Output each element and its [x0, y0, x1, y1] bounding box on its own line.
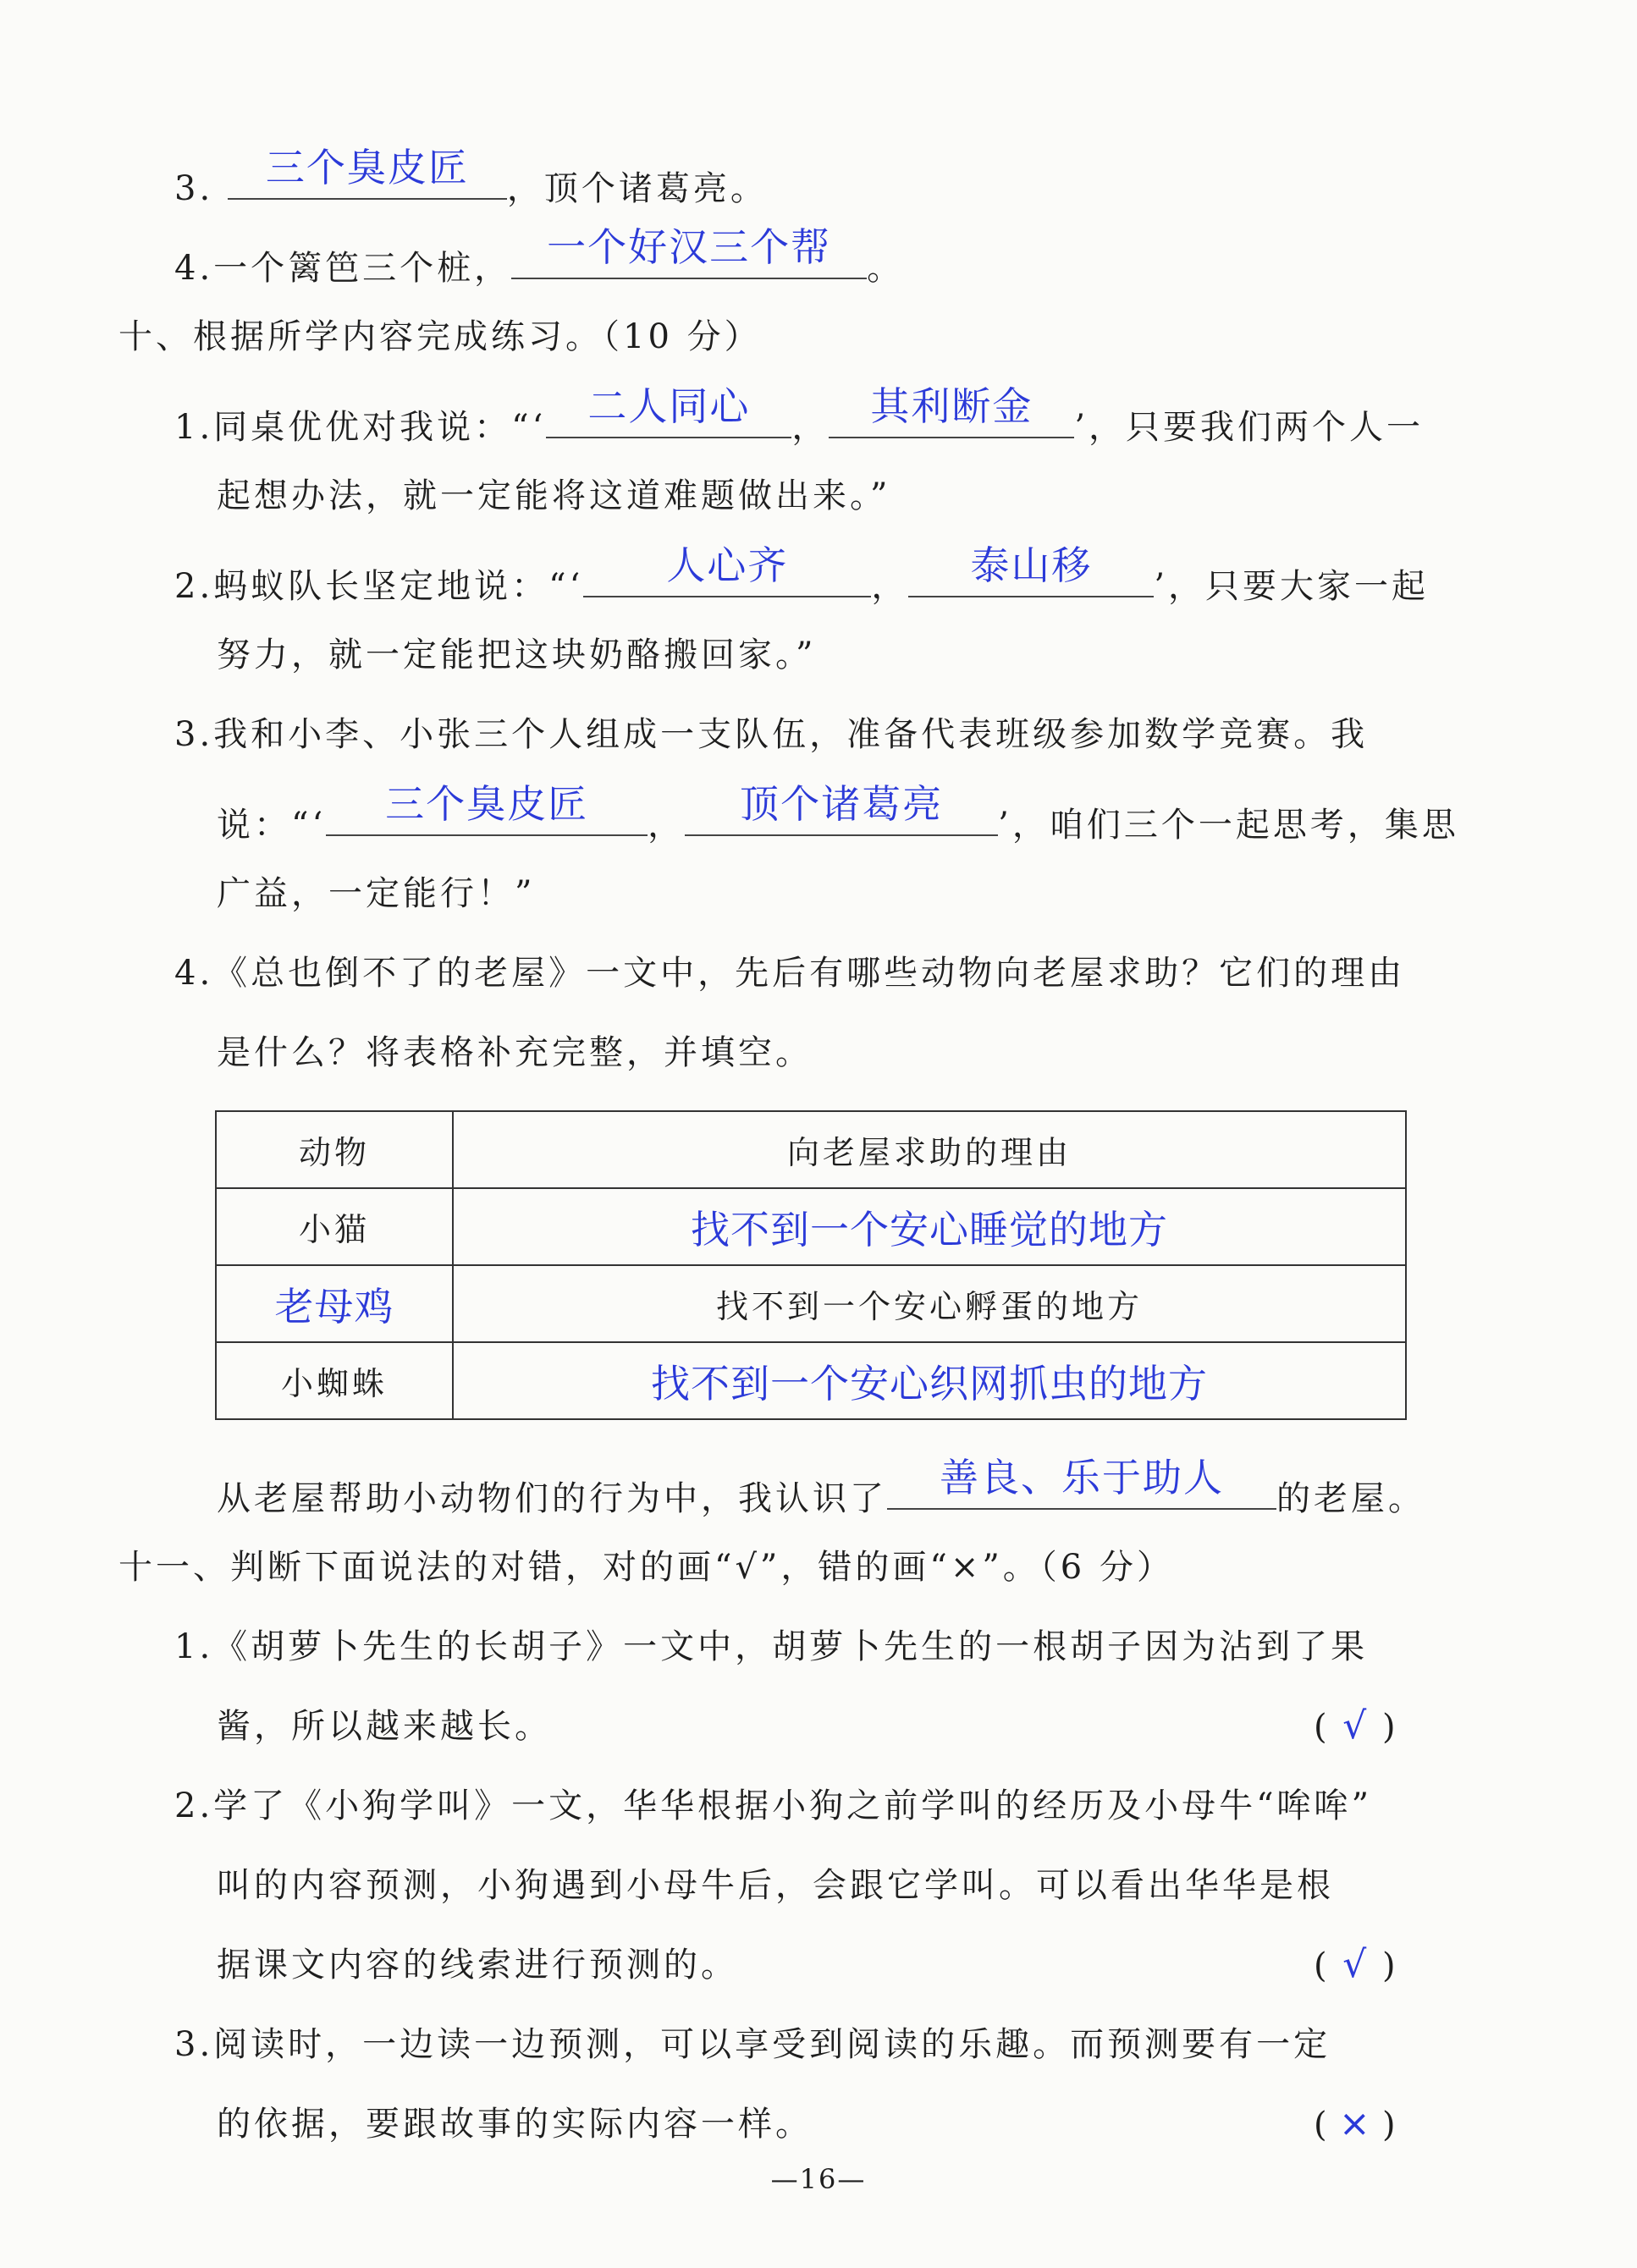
judgement-box[interactable]: ( √ ) [1314, 1941, 1396, 1990]
q-number: 3. [174, 169, 214, 208]
text: 。 [867, 249, 905, 288]
text: ’，只要大家一起 [1154, 567, 1430, 606]
judgement-box[interactable]: ( × ) [1314, 2100, 1396, 2149]
table-header-row [216, 1111, 1406, 1188]
check-mark: √ [1342, 1704, 1367, 1748]
text: 的老屋。 [1276, 1479, 1425, 1518]
text: ’，咱们三个一起思考，集思 [998, 806, 1459, 845]
s9-q3 [174, 145, 768, 212]
s10-q3-line3: 广益，一定能行！” [217, 874, 536, 913]
text: 4.一个篱笆三个桩， [174, 249, 512, 288]
text: 2.蚂蚁队长坚定地说：“‘ [174, 567, 584, 606]
handwritten-answer: 三个臭皮匠 [265, 145, 469, 190]
table-row [216, 1265, 1406, 1342]
animal-cell: 小猫 [216, 1188, 453, 1265]
text: 1.同桌优优对我说：“‘ [174, 408, 547, 447]
answer-blank[interactable] [908, 542, 1154, 597]
section-ten-heading: 十、根据所学内容完成练习。（10 分） [119, 317, 762, 356]
answer-blank[interactable] [829, 383, 1074, 438]
check-mark: √ [1342, 1943, 1367, 1986]
handwritten-answer: 其利断金 [870, 383, 1033, 429]
animal-cell-answer[interactable]: 老母鸡 [216, 1265, 453, 1342]
s11-q2-line1: 2.学了《小狗学叫》一文，华华根据小狗之前学叫的经历及小母牛“哞哞” [174, 1786, 1373, 1825]
s10-q3-line1: 3.我和小李、小张三个人组成一支队伍，准备代表班级参加数学竞赛。我 [174, 715, 1369, 754]
s10-q2-line1 [174, 542, 1430, 610]
table-header: 向老屋求助的理由 [453, 1111, 1406, 1188]
handwritten-answer: 顶个诸葛亮 [740, 781, 944, 827]
table-row [216, 1342, 1406, 1419]
handwritten-answer: 二人同心 [587, 383, 751, 429]
text: ’，只要我们两个人一 [1074, 408, 1425, 447]
section-eleven-heading: 十一、判断下面说法的对错，对的画“√”，错的画“×”。（6 分） [119, 1548, 1174, 1587]
s10-q1-line1 [174, 383, 1425, 451]
answer-blank[interactable] [228, 145, 507, 200]
s11-q3-line2: 的依据，要跟故事的实际内容一样。 [217, 2105, 813, 2144]
text: ，顶个诸葛亮。 [506, 169, 768, 208]
text: ， [648, 806, 686, 845]
reason-cell-answer[interactable]: 找不到一个安心睡觉的地方 [453, 1188, 1406, 1265]
s11-q1-line1: 1.《胡萝卜先生的长胡子》一文中，胡萝卜先生的一根胡子因为沾到了果 [174, 1627, 1369, 1666]
text: ， [791, 408, 830, 447]
handwritten-answer: 善良、乐于助人 [940, 1455, 1224, 1500]
table-row [216, 1188, 1406, 1265]
text: 从老屋帮助小动物们的行为中，我认识了 [217, 1479, 887, 1518]
animal-reason-table [215, 1110, 1407, 1420]
handwritten-answer: 人心齐 [666, 542, 789, 588]
answer-blank[interactable] [326, 781, 648, 836]
s11-q3-line1: 3.阅读时，一边读一边预测，可以享受到阅读的乐趣。而预测要有一定 [174, 2025, 1331, 2064]
s11-q2-line3: 据课文内容的线索进行预测的。 [217, 1946, 738, 1984]
answer-blank[interactable] [511, 224, 867, 279]
text: ， [871, 567, 909, 606]
answer-blank[interactable] [546, 383, 791, 438]
cross-mark: × [1338, 2102, 1370, 2145]
answer-blank[interactable] [887, 1455, 1276, 1510]
handwritten-answer: 泰山移 [970, 542, 1093, 588]
text: 说：“‘ [217, 806, 327, 845]
page-number: —16— [770, 2163, 867, 2195]
s10-q4-line1: 4.《总也倒不了的老屋》一文中，先后有哪些动物向老屋求助？它们的理由 [174, 954, 1406, 993]
s9-q4 [174, 224, 905, 292]
s10-q4-line2: 是什么？将表格补充完整，并填空。 [217, 1033, 813, 1072]
handwritten-answer: 三个臭皮匠 [385, 781, 589, 827]
s10-q4-fill [217, 1455, 1425, 1522]
s11-q1-line2: 酱，所以越来越长。 [217, 1707, 552, 1746]
s11-q2-line2: 叫的内容预测，小狗遇到小母牛后，会跟它学叫。可以看出华华是根 [217, 1866, 1334, 1905]
answer-blank[interactable] [685, 781, 998, 836]
handwritten-answer: 一个好汉三个帮 [547, 224, 832, 270]
reason-cell: 找不到一个安心孵蛋的地方 [453, 1265, 1406, 1342]
s10-q3-line2 [217, 781, 1459, 849]
answer-blank[interactable] [583, 542, 871, 597]
animal-cell: 小蜘蛛 [216, 1342, 453, 1419]
table-header: 动物 [216, 1111, 453, 1188]
s10-q2-line2: 努力，就一定能把这块奶酪搬回家。” [217, 636, 817, 674]
judgement-box[interactable]: ( √ ) [1314, 1703, 1396, 1751]
s10-q1-line2: 起想办法，就一定能将这道难题做出来。” [217, 476, 891, 515]
reason-cell-answer[interactable]: 找不到一个安心织网抓虫的地方 [453, 1342, 1406, 1419]
